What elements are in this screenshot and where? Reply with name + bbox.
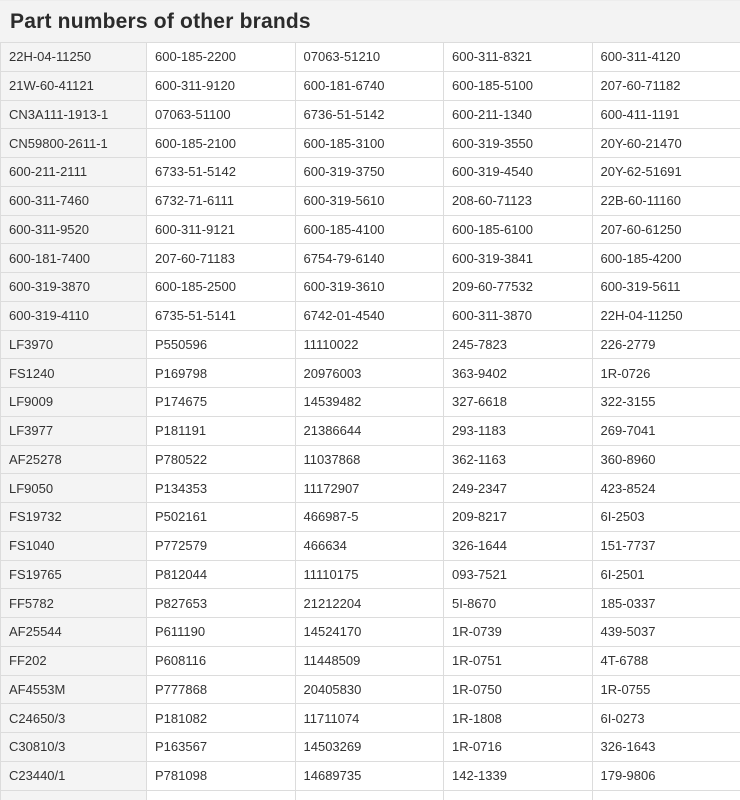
part-cell: 600-211-1340 — [444, 100, 593, 129]
part-cell: 600-311-9121 — [147, 215, 296, 244]
part-cell: 600-185-4200 — [592, 244, 740, 273]
part-cell: 1R-0755 — [592, 675, 740, 704]
part-cell: 327-6618 — [444, 388, 593, 417]
row-header-cell: LF9009 — [1, 388, 147, 417]
part-cell: P550596 — [147, 330, 296, 359]
part-cell: 185-0337 — [592, 589, 740, 618]
part-cell: 11172907 — [295, 474, 444, 503]
table-row — [1, 474, 740, 503]
part-cell: 1R-0750 — [444, 675, 593, 704]
part-cell: 600-319-3841 — [444, 244, 593, 273]
table-row — [1, 733, 740, 762]
part-cell: 207-60-71183 — [147, 244, 296, 273]
part-cell: 269-7041 — [592, 416, 740, 445]
part-cell: 6736-51-5142 — [295, 100, 444, 129]
part-cell: P181082 — [147, 704, 296, 733]
row-header-cell — [1, 790, 147, 800]
part-cell: 22H-04-11250 — [592, 301, 740, 330]
part-cell: 21212204 — [295, 589, 444, 618]
part-cell: P169798 — [147, 359, 296, 388]
part-cell: 466987-5 — [295, 503, 444, 532]
row-header-cell: FS1240 — [1, 359, 147, 388]
table-row — [1, 215, 740, 244]
part-cell: 208-60-71123 — [444, 186, 593, 215]
part-cell: 600-185-3100 — [295, 129, 444, 158]
part-cell: P827653 — [147, 589, 296, 618]
part-cell: 207-60-61250 — [592, 215, 740, 244]
part-cell: 6742-01-4540 — [295, 301, 444, 330]
part-cell: 600-185-2500 — [147, 273, 296, 302]
part-cell: 6I-2503 — [592, 503, 740, 532]
table-row — [1, 646, 740, 675]
table-row — [1, 416, 740, 445]
table-row — [1, 531, 740, 560]
row-header-cell: 600-319-4110 — [1, 301, 147, 330]
part-cell: 600-185-4100 — [295, 215, 444, 244]
part-cell: 600-411-1191 — [592, 100, 740, 129]
row-header-cell: 600-311-7460 — [1, 186, 147, 215]
part-cell: 600-311-9120 — [147, 71, 296, 100]
part-cell: 11448509 — [295, 646, 444, 675]
part-cell: 20Y-60-21470 — [592, 129, 740, 158]
part-cell: 600-319-3610 — [295, 273, 444, 302]
row-header-cell: FF5782 — [1, 589, 147, 618]
part-cell: 600-319-4540 — [444, 158, 593, 187]
part-cell: 6I-2501 — [592, 560, 740, 589]
row-header-cell: FS19732 — [1, 503, 147, 532]
part-cell: 11711074 — [295, 704, 444, 733]
part-cell: 1R-1808 — [444, 704, 593, 733]
part-cell: P781098 — [147, 761, 296, 790]
part-cell: 600-185-6100 — [444, 215, 593, 244]
table-row — [1, 244, 740, 273]
part-cell: P502161 — [147, 503, 296, 532]
table-row — [1, 560, 740, 589]
row-header-cell: C30810/3 — [1, 733, 147, 762]
part-cell — [592, 790, 740, 800]
row-header-cell: LF9050 — [1, 474, 147, 503]
part-cell: 20405830 — [295, 675, 444, 704]
row-header-cell: FS19765 — [1, 560, 147, 589]
row-header-cell: FF202 — [1, 646, 147, 675]
table-row-partial — [1, 790, 740, 800]
part-cell: 363-9402 — [444, 359, 593, 388]
part-cell: 293-1183 — [444, 416, 593, 445]
part-cell: P174675 — [147, 388, 296, 417]
part-cell: 093-7521 — [444, 560, 593, 589]
part-cell: 423-8524 — [592, 474, 740, 503]
part-cell: P134353 — [147, 474, 296, 503]
row-header-cell: 22H-04-11250 — [1, 43, 147, 72]
part-cell: P812044 — [147, 560, 296, 589]
part-cell: 1R-0716 — [444, 733, 593, 762]
table-row — [1, 388, 740, 417]
part-cell: 226-2779 — [592, 330, 740, 359]
row-header-cell: CN3A111-1913-1 — [1, 100, 147, 129]
part-cell: 6733-51-5142 — [147, 158, 296, 187]
row-header-cell: FS1040 — [1, 531, 147, 560]
part-cell: P780522 — [147, 445, 296, 474]
row-header-cell: CN59800-2611-1 — [1, 129, 147, 158]
part-cell: 466634 — [295, 531, 444, 560]
part-cell: 22B-60-11160 — [592, 186, 740, 215]
part-cell — [147, 790, 296, 800]
part-cell: 600-185-5100 — [444, 71, 593, 100]
row-header-cell: AF25544 — [1, 618, 147, 647]
table-row — [1, 186, 740, 215]
part-cell: 600-311-4120 — [592, 43, 740, 72]
part-cell: 600-181-6740 — [295, 71, 444, 100]
part-cell: 207-60-71182 — [592, 71, 740, 100]
row-header-cell: LF3970 — [1, 330, 147, 359]
part-cell: 362-1163 — [444, 445, 593, 474]
part-cell: 14503269 — [295, 733, 444, 762]
part-cell: 600-319-5611 — [592, 273, 740, 302]
table-row — [1, 503, 740, 532]
part-cell: 600-185-2100 — [147, 129, 296, 158]
part-cell: 600-319-3750 — [295, 158, 444, 187]
part-cell: 326-1643 — [592, 733, 740, 762]
table-row — [1, 330, 740, 359]
part-cell: 209-8217 — [444, 503, 593, 532]
part-cell: 245-7823 — [444, 330, 593, 359]
part-cell: 20Y-62-51691 — [592, 158, 740, 187]
table-row — [1, 445, 740, 474]
part-cell: 209-60-77532 — [444, 273, 593, 302]
part-cell: 600-185-2200 — [147, 43, 296, 72]
part-cell: 600-319-5610 — [295, 186, 444, 215]
part-cell: P181191 — [147, 416, 296, 445]
table-row — [1, 761, 740, 790]
row-header-cell: C24650/3 — [1, 704, 147, 733]
part-cell: 14689735 — [295, 761, 444, 790]
part-cell: 6735-51-5141 — [147, 301, 296, 330]
part-cell: 600-319-3550 — [444, 129, 593, 158]
row-header-cell: AF4553M — [1, 675, 147, 704]
part-cell: P777868 — [147, 675, 296, 704]
part-cell: 1R-0751 — [444, 646, 593, 675]
table-row — [1, 158, 740, 187]
part-numbers-table-body — [1, 43, 740, 800]
table-row — [1, 129, 740, 158]
part-cell: 5I-8670 — [444, 589, 593, 618]
part-cell: 142-1339 — [444, 761, 593, 790]
part-cell: 1R-0726 — [592, 359, 740, 388]
row-header-cell: 600-311-9520 — [1, 215, 147, 244]
row-header-cell: AF25278 — [1, 445, 147, 474]
row-header-cell: LF3977 — [1, 416, 147, 445]
row-header-cell: C23440/1 — [1, 761, 147, 790]
part-cell: 14539482 — [295, 388, 444, 417]
part-cell: 6754-79-6140 — [295, 244, 444, 273]
part-cell: 6I-0273 — [592, 704, 740, 733]
part-cell: 07063-51100 — [147, 100, 296, 129]
part-cell: 326-1644 — [444, 531, 593, 560]
part-cell — [444, 790, 593, 800]
part-cell: P608116 — [147, 646, 296, 675]
row-header-cell: 21W-60-41121 — [1, 71, 147, 100]
part-cell: 21386644 — [295, 416, 444, 445]
part-cell: 11110175 — [295, 560, 444, 589]
page-title: Part numbers of other brands — [0, 0, 740, 42]
part-cell: 179-9806 — [592, 761, 740, 790]
part-cell: 249-2347 — [444, 474, 593, 503]
part-cell: 14524170 — [295, 618, 444, 647]
part-cell: 4T-6788 — [592, 646, 740, 675]
part-cell: 439-5037 — [592, 618, 740, 647]
row-header-cell: 600-181-7400 — [1, 244, 147, 273]
table-row — [1, 359, 740, 388]
part-cell: 11110022 — [295, 330, 444, 359]
part-cell — [295, 790, 444, 800]
part-cell: 20976003 — [295, 359, 444, 388]
table-row — [1, 675, 740, 704]
part-cell: 360-8960 — [592, 445, 740, 474]
part-cell: 600-311-8321 — [444, 43, 593, 72]
table-row — [1, 273, 740, 302]
part-cell: 151-7737 — [592, 531, 740, 560]
part-cell: P163567 — [147, 733, 296, 762]
table-row — [1, 43, 740, 72]
part-cell: 11037868 — [295, 445, 444, 474]
part-cell: 600-311-3870 — [444, 301, 593, 330]
row-header-cell: 600-319-3870 — [1, 273, 147, 302]
part-cell: 1R-0739 — [444, 618, 593, 647]
part-cell: 322-3155 — [592, 388, 740, 417]
part-numbers-table — [0, 42, 740, 800]
table-row — [1, 301, 740, 330]
part-cell: P611190 — [147, 618, 296, 647]
part-cell: 07063-51210 — [295, 43, 444, 72]
part-cell: 6732-71-6111 — [147, 186, 296, 215]
part-cell: P772579 — [147, 531, 296, 560]
table-row — [1, 100, 740, 129]
table-row — [1, 589, 740, 618]
table-row — [1, 704, 740, 733]
table-row — [1, 71, 740, 100]
row-header-cell: 600-211-2111 — [1, 158, 147, 187]
table-row — [1, 618, 740, 647]
